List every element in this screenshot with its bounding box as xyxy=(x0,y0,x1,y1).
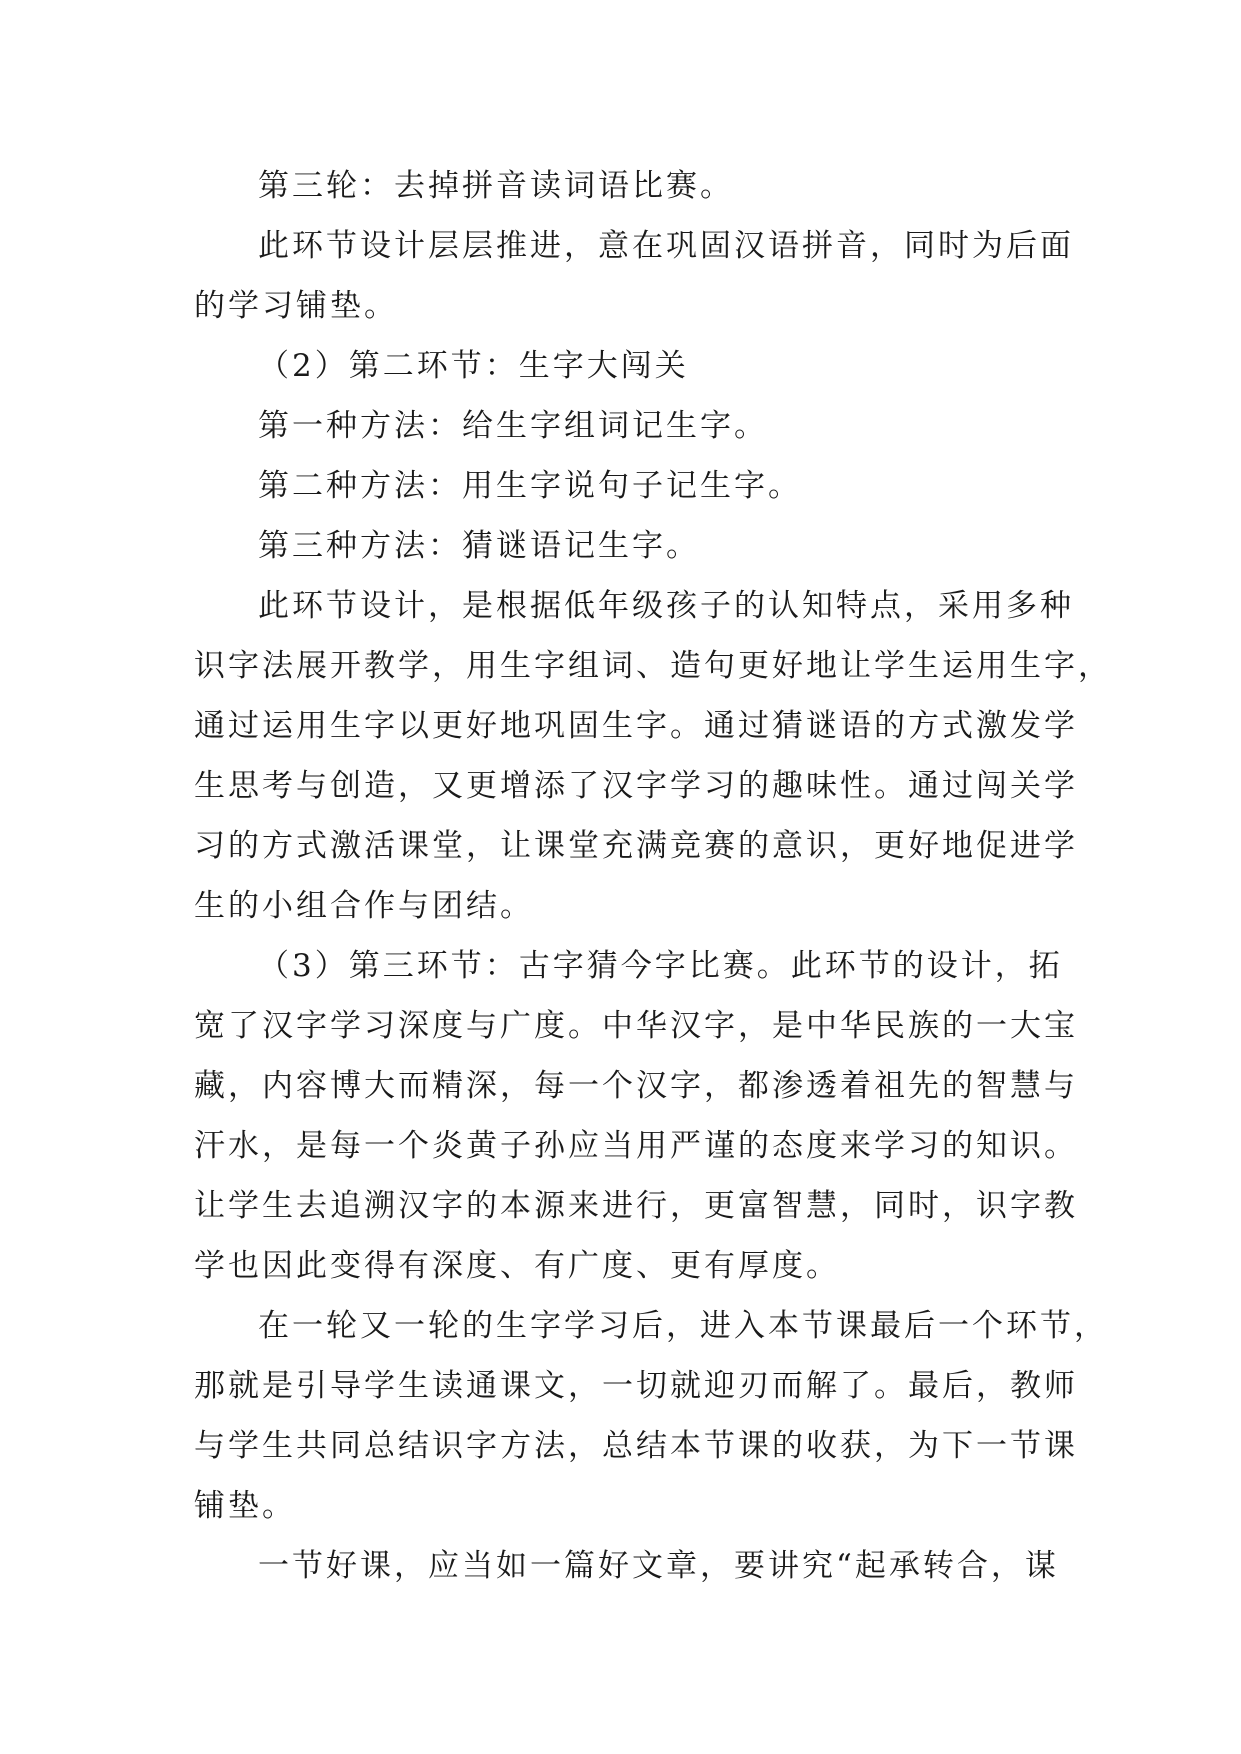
text-line: 宽了汉字学习深度与广度。中华汉字，是中华民族的一大宝 xyxy=(194,1008,1078,1044)
section-heading-2: （2）第二环节：生字大闯关 xyxy=(258,348,689,384)
text-line: 识字法展开教学，用生字组词、造句更好地让学生运用生字， xyxy=(194,648,1112,684)
text-line-paragraph-4-end: 铺垫。 xyxy=(194,1488,296,1524)
text-line-paragraph-2-end: 生的小组合作与团结。 xyxy=(194,888,534,924)
text-line: 让学生去追溯汉字的本源来进行，更富智慧，同时，识字教 xyxy=(194,1188,1078,1224)
text-line: 汗水，是每一个炎黄子孙应当用严谨的态度来学习的知识。 xyxy=(194,1128,1078,1164)
text-line: 通过运用生字以更好地巩固生字。通过猜谜语的方式激发学 xyxy=(194,708,1078,744)
text-line-paragraph-4-start: 在一轮又一轮的生字学习后，进入本节课最后一个环节， xyxy=(258,1308,1108,1344)
text-line-method-3: 第三种方法：猜谜语记生字。 xyxy=(258,528,700,564)
text-line-paragraph-2-start: 此环节设计，是根据低年级孩子的认知特点，采用多种 xyxy=(258,588,1074,624)
text-line-paragraph-1-start: 此环节设计层层推进，意在巩固汉语拼音，同时为后面 xyxy=(258,228,1074,264)
text-line-method-1: 第一种方法：给生字组词记生字。 xyxy=(258,408,768,444)
section-heading-3: （3）第三环节：古字猜今字比赛。此环节的设计，拓 xyxy=(258,948,1063,984)
text-line-paragraph-3-end: 学也因此变得有深度、有广度、更有厚度。 xyxy=(194,1248,840,1284)
text-line-round-three: 第三轮：去掉拼音读词语比赛。 xyxy=(258,168,734,204)
text-line: 藏，内容博大而精深，每一个汉字，都渗透着祖先的智慧与 xyxy=(194,1068,1078,1104)
text-line-paragraph-5-start: 一节好课，应当如一篇好文章，要讲究“起承转合，谋 xyxy=(258,1548,1059,1584)
text-line: 生思考与创造，又更增添了汉字学习的趣味性。通过闯关学 xyxy=(194,768,1078,804)
text-line: 与学生共同总结识字方法，总结本节课的收获，为下一节课 xyxy=(194,1428,1078,1464)
text-line-paragraph-1-end: 的学习铺垫。 xyxy=(194,288,398,324)
text-line: 习的方式激活课堂，让课堂充满竞赛的意识，更好地促进学 xyxy=(194,828,1078,864)
text-line-method-2: 第二种方法：用生字说句子记生字。 xyxy=(258,468,802,504)
text-line: 那就是引导学生读通课文，一切就迎刃而解了。最后，教师 xyxy=(194,1368,1078,1404)
